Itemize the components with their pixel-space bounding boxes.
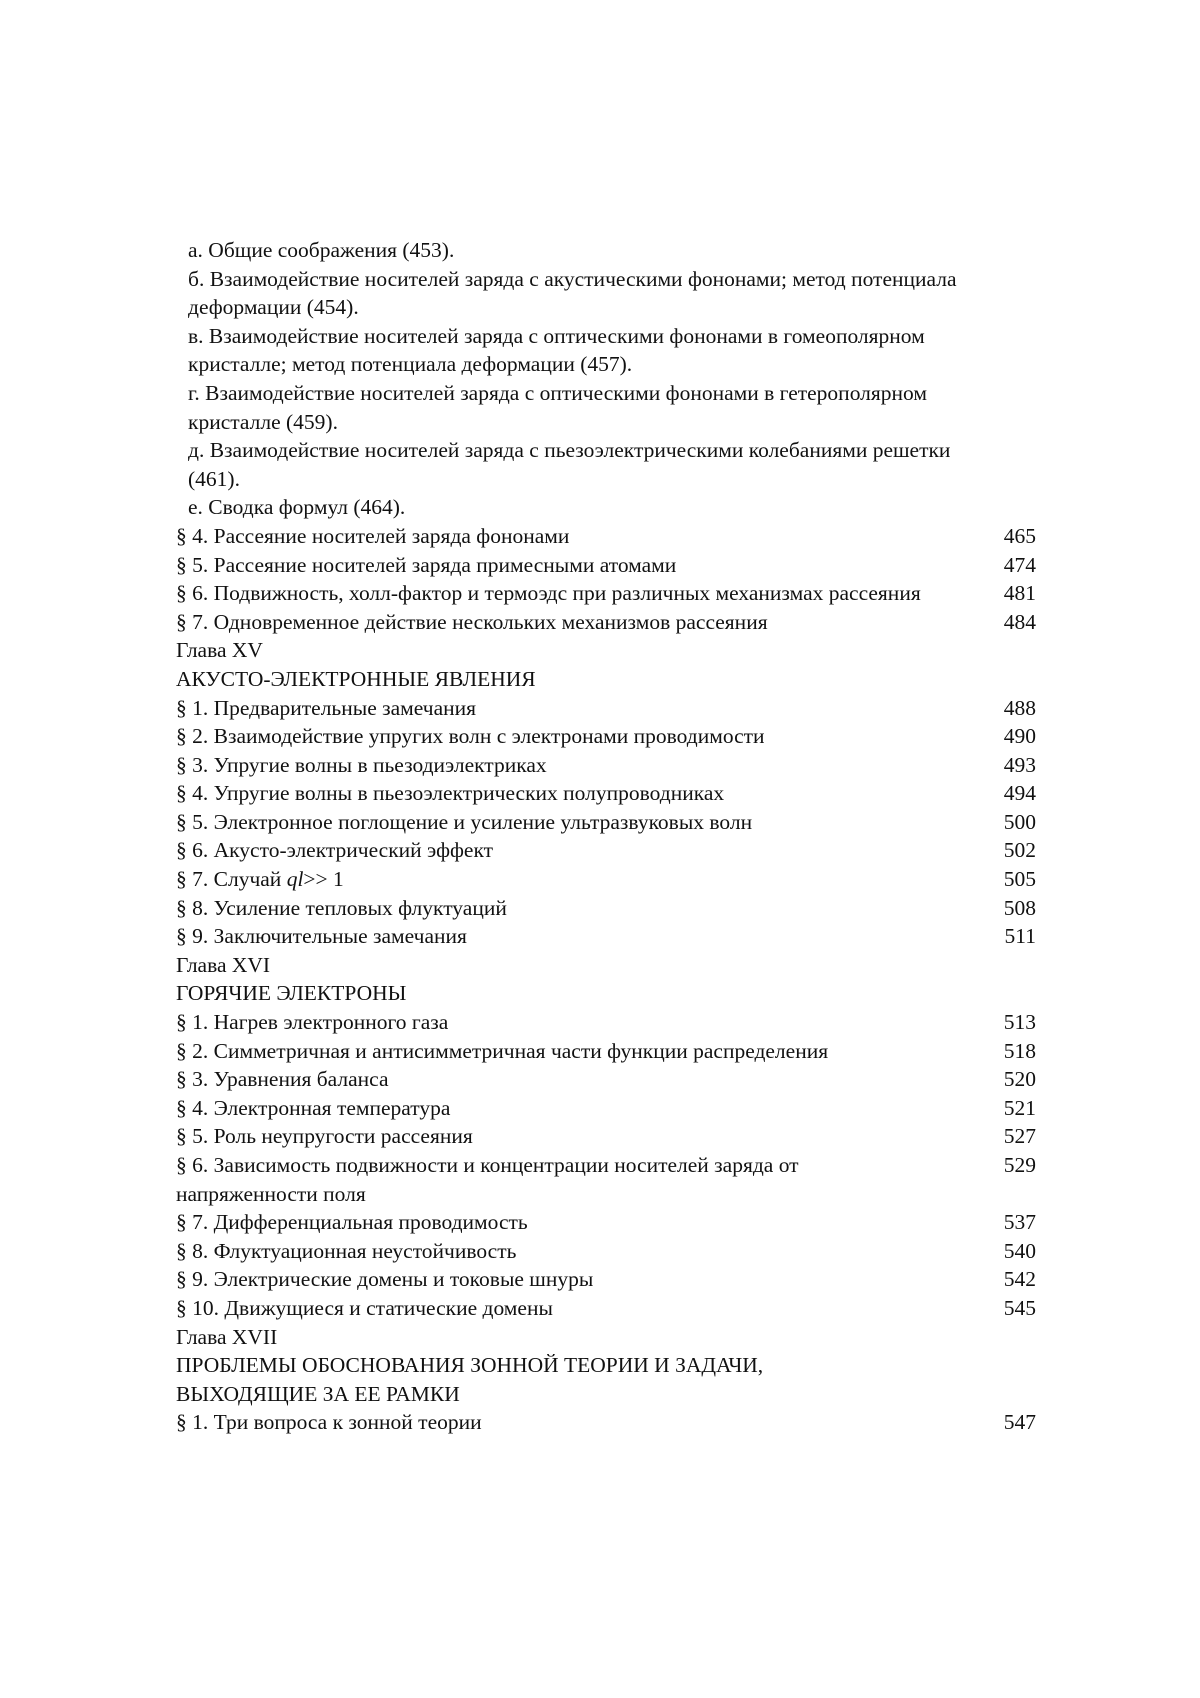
toc-entry — [176, 922, 1036, 951]
toc-entry-title: § 6. Подвижность, холл-фактор и термоэдс при различных механизмах рассеяния — [176, 581, 921, 606]
toc-entry — [176, 694, 1036, 723]
subsection-item: д. Взаимодействие носителей заряда с пьезоэлектрическими колебаниями решетки (461). — [188, 438, 951, 491]
toc-entry — [176, 1294, 1036, 1323]
toc-entry — [176, 808, 1036, 837]
toc-entry-title: § 1. Три вопроса к зонной теории — [176, 1410, 482, 1435]
toc-entry-page: 493 — [1003, 752, 1036, 777]
toc-entry — [176, 1094, 1036, 1123]
toc-entry-title: § 5. Электронное поглощение и усиление ультразвуковых волн — [176, 809, 753, 834]
toc-entry-page: 508 — [1003, 895, 1036, 920]
toc-entry-page: 511 — [1004, 924, 1036, 949]
toc-entry-title: § 4. Упругие волны в пьезоэлектрических полупроводниках — [176, 781, 725, 806]
toc-entry-title — [176, 865, 936, 894]
toc-entry-page: 465 — [1003, 523, 1036, 548]
subsection-item: в. Взаимодействие носителей заряда с оптическими фононами в гомеополярном кристалле; метод потенциала деформации (457). — [188, 323, 925, 377]
toc-entry-title: § 5. Роль неупругости рассеяния — [176, 1124, 473, 1149]
toc-entry-page: 518 — [1003, 1038, 1036, 1063]
toc-entry — [176, 1008, 1036, 1037]
toc-entry-page: 520 — [1003, 1067, 1036, 1092]
toc-entry-page: 481 — [1003, 581, 1036, 606]
toc-entry-page: 527 — [1003, 1124, 1036, 1149]
toc-entry-page: 540 — [1003, 1238, 1036, 1263]
toc-entry-title: § 2. Взаимодействие упругих волн с электронами проводимости — [176, 724, 765, 749]
toc-entry-title: § 10. Движущиеся и статические домены — [176, 1295, 553, 1320]
toc-entry-title: § 4. Электронная температура — [176, 1095, 451, 1120]
toc-entry — [176, 1122, 1036, 1151]
toc-entry — [176, 1208, 1036, 1237]
toc-entry-title: § 1. Предварительные замечания — [176, 695, 477, 720]
chapter-label: Глава XV — [176, 638, 263, 663]
toc-entry — [176, 836, 1036, 865]
chapter-title: АКУСТО-ЭЛЕКТРОННЫЕ ЯВЛЕНИЯ — [176, 666, 536, 691]
toc-entry-page: 494 — [1003, 781, 1036, 806]
subsection-list — [176, 236, 988, 522]
chapter-label: Глава XVII — [176, 1324, 278, 1349]
subsection-item: а. Общие соображения (453). — [188, 238, 455, 262]
toc-entry-title: § 8. Флуктуационная неустойчивость — [176, 1238, 517, 1263]
toc-entry-title: § 1. Нагрев электронного газа — [176, 1010, 449, 1035]
toc-entry-title: § 6. Зависимость подвижности и концентрации носителей заряда от напряженности поля — [176, 1153, 799, 1206]
toc-entry-page: 502 — [1003, 838, 1036, 863]
toc-entry-title: § 7. Одновременное действие нескольких механизмов рассеяния — [176, 609, 768, 634]
toc-entry-title: § 5. Рассеяние носителей заряда примесными атомами — [176, 552, 677, 577]
toc-entry — [176, 1065, 1036, 1094]
toc-entry-page: 513 — [1003, 1010, 1036, 1035]
chapter-label: Глава XVI — [176, 952, 271, 977]
toc-entry-title: § 4. Рассеяние носителей заряда фононами — [176, 523, 570, 548]
toc-entry-title: § 3. Упругие волны в пьезодиэлектриках — [176, 752, 547, 777]
toc-entry-title: § 7. Дифференциальная проводимость — [176, 1210, 528, 1235]
subsection-item: е. Сводка формул (464). — [188, 495, 406, 520]
toc-entry-page: 490 — [1003, 724, 1036, 749]
subsection-item: б. Взаимодействие носителей заряда с акустическими фононами; метод потенциала деформации (454). — [188, 266, 957, 320]
toc-entry-page: 474 — [1003, 552, 1036, 577]
chapter-title: ГОРЯЧИЕ ЭЛЕКТРОНЫ — [176, 981, 407, 1006]
toc-entry — [176, 779, 1036, 808]
toc-entry-page: 505 — [1003, 867, 1036, 892]
toc-entry-title: § 8. Усиление тепловых флуктуаций — [176, 895, 507, 920]
toc-entry — [176, 522, 1036, 551]
toc-entry-title-suffix: >> 1 — [303, 867, 344, 892]
toc-entry-page: 488 — [1003, 695, 1036, 720]
toc-entry-title: § 9. Электрические домены и токовые шнуры — [176, 1267, 594, 1292]
toc-entry — [176, 722, 1036, 751]
toc-entry-page: 542 — [1003, 1267, 1036, 1292]
toc-entry-page: 484 — [1003, 609, 1036, 634]
table-of-contents — [176, 236, 1036, 1437]
toc-entry-title: § 9. Заключительные замечания — [176, 924, 467, 949]
toc-entry-page: 529 — [1003, 1153, 1036, 1177]
toc-entry-title-italic: ql — [286, 867, 304, 892]
toc-entry — [176, 1408, 1036, 1437]
toc-entry — [176, 608, 1036, 637]
toc-entry-page: 500 — [1003, 809, 1036, 834]
toc-entry-title-prefix: § 7. Случай — [176, 867, 287, 892]
toc-entry — [176, 579, 1036, 608]
toc-entry — [176, 551, 1036, 580]
chapter-title: ПРОБЛЕМЫ ОБОСНОВАНИЯ ЗОННОЙ ТЕОРИИ И ЗАДАЧИ, — [176, 1353, 764, 1378]
toc-entry — [176, 1237, 1036, 1266]
toc-entry — [176, 1037, 1036, 1066]
toc-entry — [176, 1151, 1036, 1208]
toc-entry — [176, 865, 1036, 894]
toc-entry — [176, 1265, 1036, 1294]
toc-entry-page: 545 — [1003, 1295, 1036, 1320]
toc-entry — [176, 894, 1036, 923]
toc-entry-title: § 3. Уравнения баланса — [176, 1067, 389, 1092]
subsection-item: г. Взаимодействие носителей заряда с оптическими фононами в гетерополярном кристалле (459). — [188, 380, 927, 434]
chapter-title-continued: ВЫХОДЯЩИЕ ЗА ЕЕ РАМКИ — [176, 1381, 460, 1406]
toc-entry-page: 547 — [1003, 1410, 1036, 1435]
toc-entry-page: 521 — [1003, 1095, 1036, 1120]
toc-entry-title: § 6. Акусто-электрический эффект — [176, 838, 493, 863]
toc-entry — [176, 751, 1036, 780]
toc-entry-page: 537 — [1003, 1210, 1036, 1235]
toc-entry-title: § 2. Симметричная и антисимметричная части функции распределения — [176, 1038, 829, 1063]
